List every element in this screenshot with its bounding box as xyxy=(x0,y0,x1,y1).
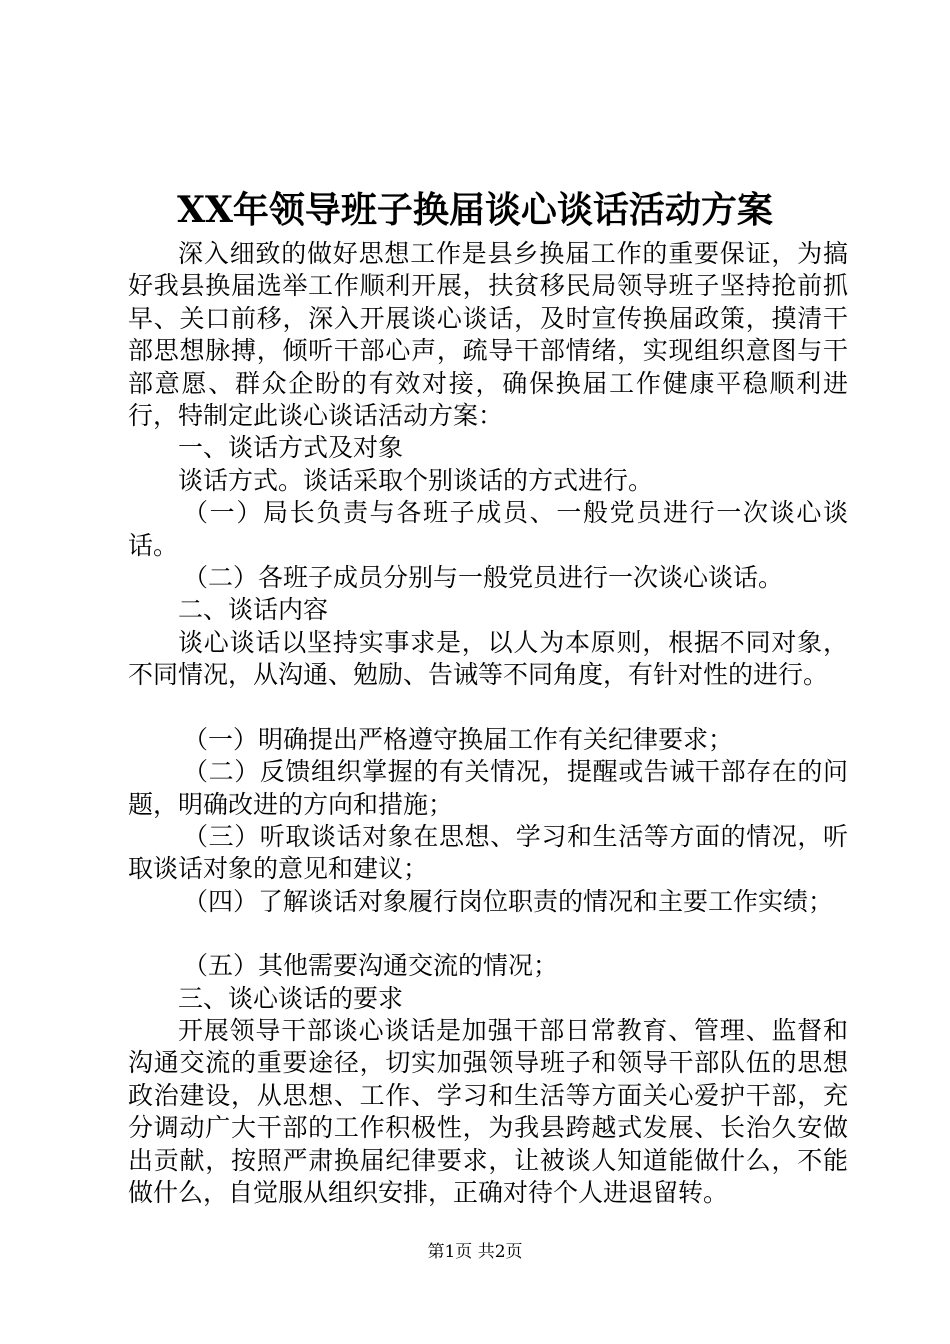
list-item-2-4: （四）了解谈话对象履行岗位职责的情况和主要工作实绩； xyxy=(183,886,834,916)
section-heading-3: 三、谈心谈话的要求 xyxy=(178,983,404,1013)
paragraph-requirements: 开展领导干部谈心谈话是加强干部日常教育、管理、监督和沟通交流的重要途径，切实加强领导班子和领导干部队伍的思想政治建设，从思想、工作、学习和生活等方面关心爱护干部，充分调动广大干部的工作积极性，为我县跨越式发展、长治久安做出贡献，按照严肃换届纪律要求，让被谈人知道能做什么，不能做什么，自觉服从组织安排，正确对待个人进退留转。 xyxy=(128,1015,848,1207)
paragraph-content: 谈心谈话以坚持实事求是，以人为本原则，根据不同对象，不同情况，从沟通、勉励、告诫等不同角度，有针对性的进行。 xyxy=(128,627,848,690)
list-item-2-1: （一）明确提出严格遵守换届工作有关纪律要求； xyxy=(183,724,734,754)
list-item-1-2: （二）各班子成员分别与一般党员进行一次谈心谈话。 xyxy=(183,563,784,593)
page-number-footer: 第1页 共2页 xyxy=(427,1242,523,1262)
list-item-2-2: （二）反馈组织掌握的有关情况，提醒或告诫干部存在的问题，明确改进的方向和措施； xyxy=(128,757,848,819)
list-item-2-3: （三）听取谈话对象在思想、学习和生活等方面的情况，听取谈话对象的意见和建议； xyxy=(128,821,848,884)
document-title: XX年领导班子换届谈心谈话活动方案 xyxy=(177,189,773,231)
paragraph-method: 谈话方式。谈话采取个别谈话的方式进行。 xyxy=(178,465,654,495)
section-heading-2: 二、谈话内容 xyxy=(178,595,329,625)
document-body xyxy=(128,238,848,1209)
section-heading-1: 一、谈话方式及对象 xyxy=(178,433,404,463)
list-item-1-1: （一）局长负责与各班子成员、一般党员进行一次谈心谈话。 xyxy=(128,498,848,560)
list-item-2-5: （五）其他需要沟通交流的情况； xyxy=(183,951,559,981)
paragraph-intro: 深入细致的做好思想工作是县乡换届工作的重要保证，为搞好我县换届选举工作顺利开展，扶贫移民局领导班子坚持抢前抓早、关口前移，深入开展谈心谈话，及时宣传换届政策，摸清干部思想脉搏，倾听干部心声，疏导干部情绪，实现组织意图与干部意愿、群众企盼的有效对接，确保换届工作健康平稳顺利进行，特制定此谈心谈话活动方案： xyxy=(128,239,848,431)
